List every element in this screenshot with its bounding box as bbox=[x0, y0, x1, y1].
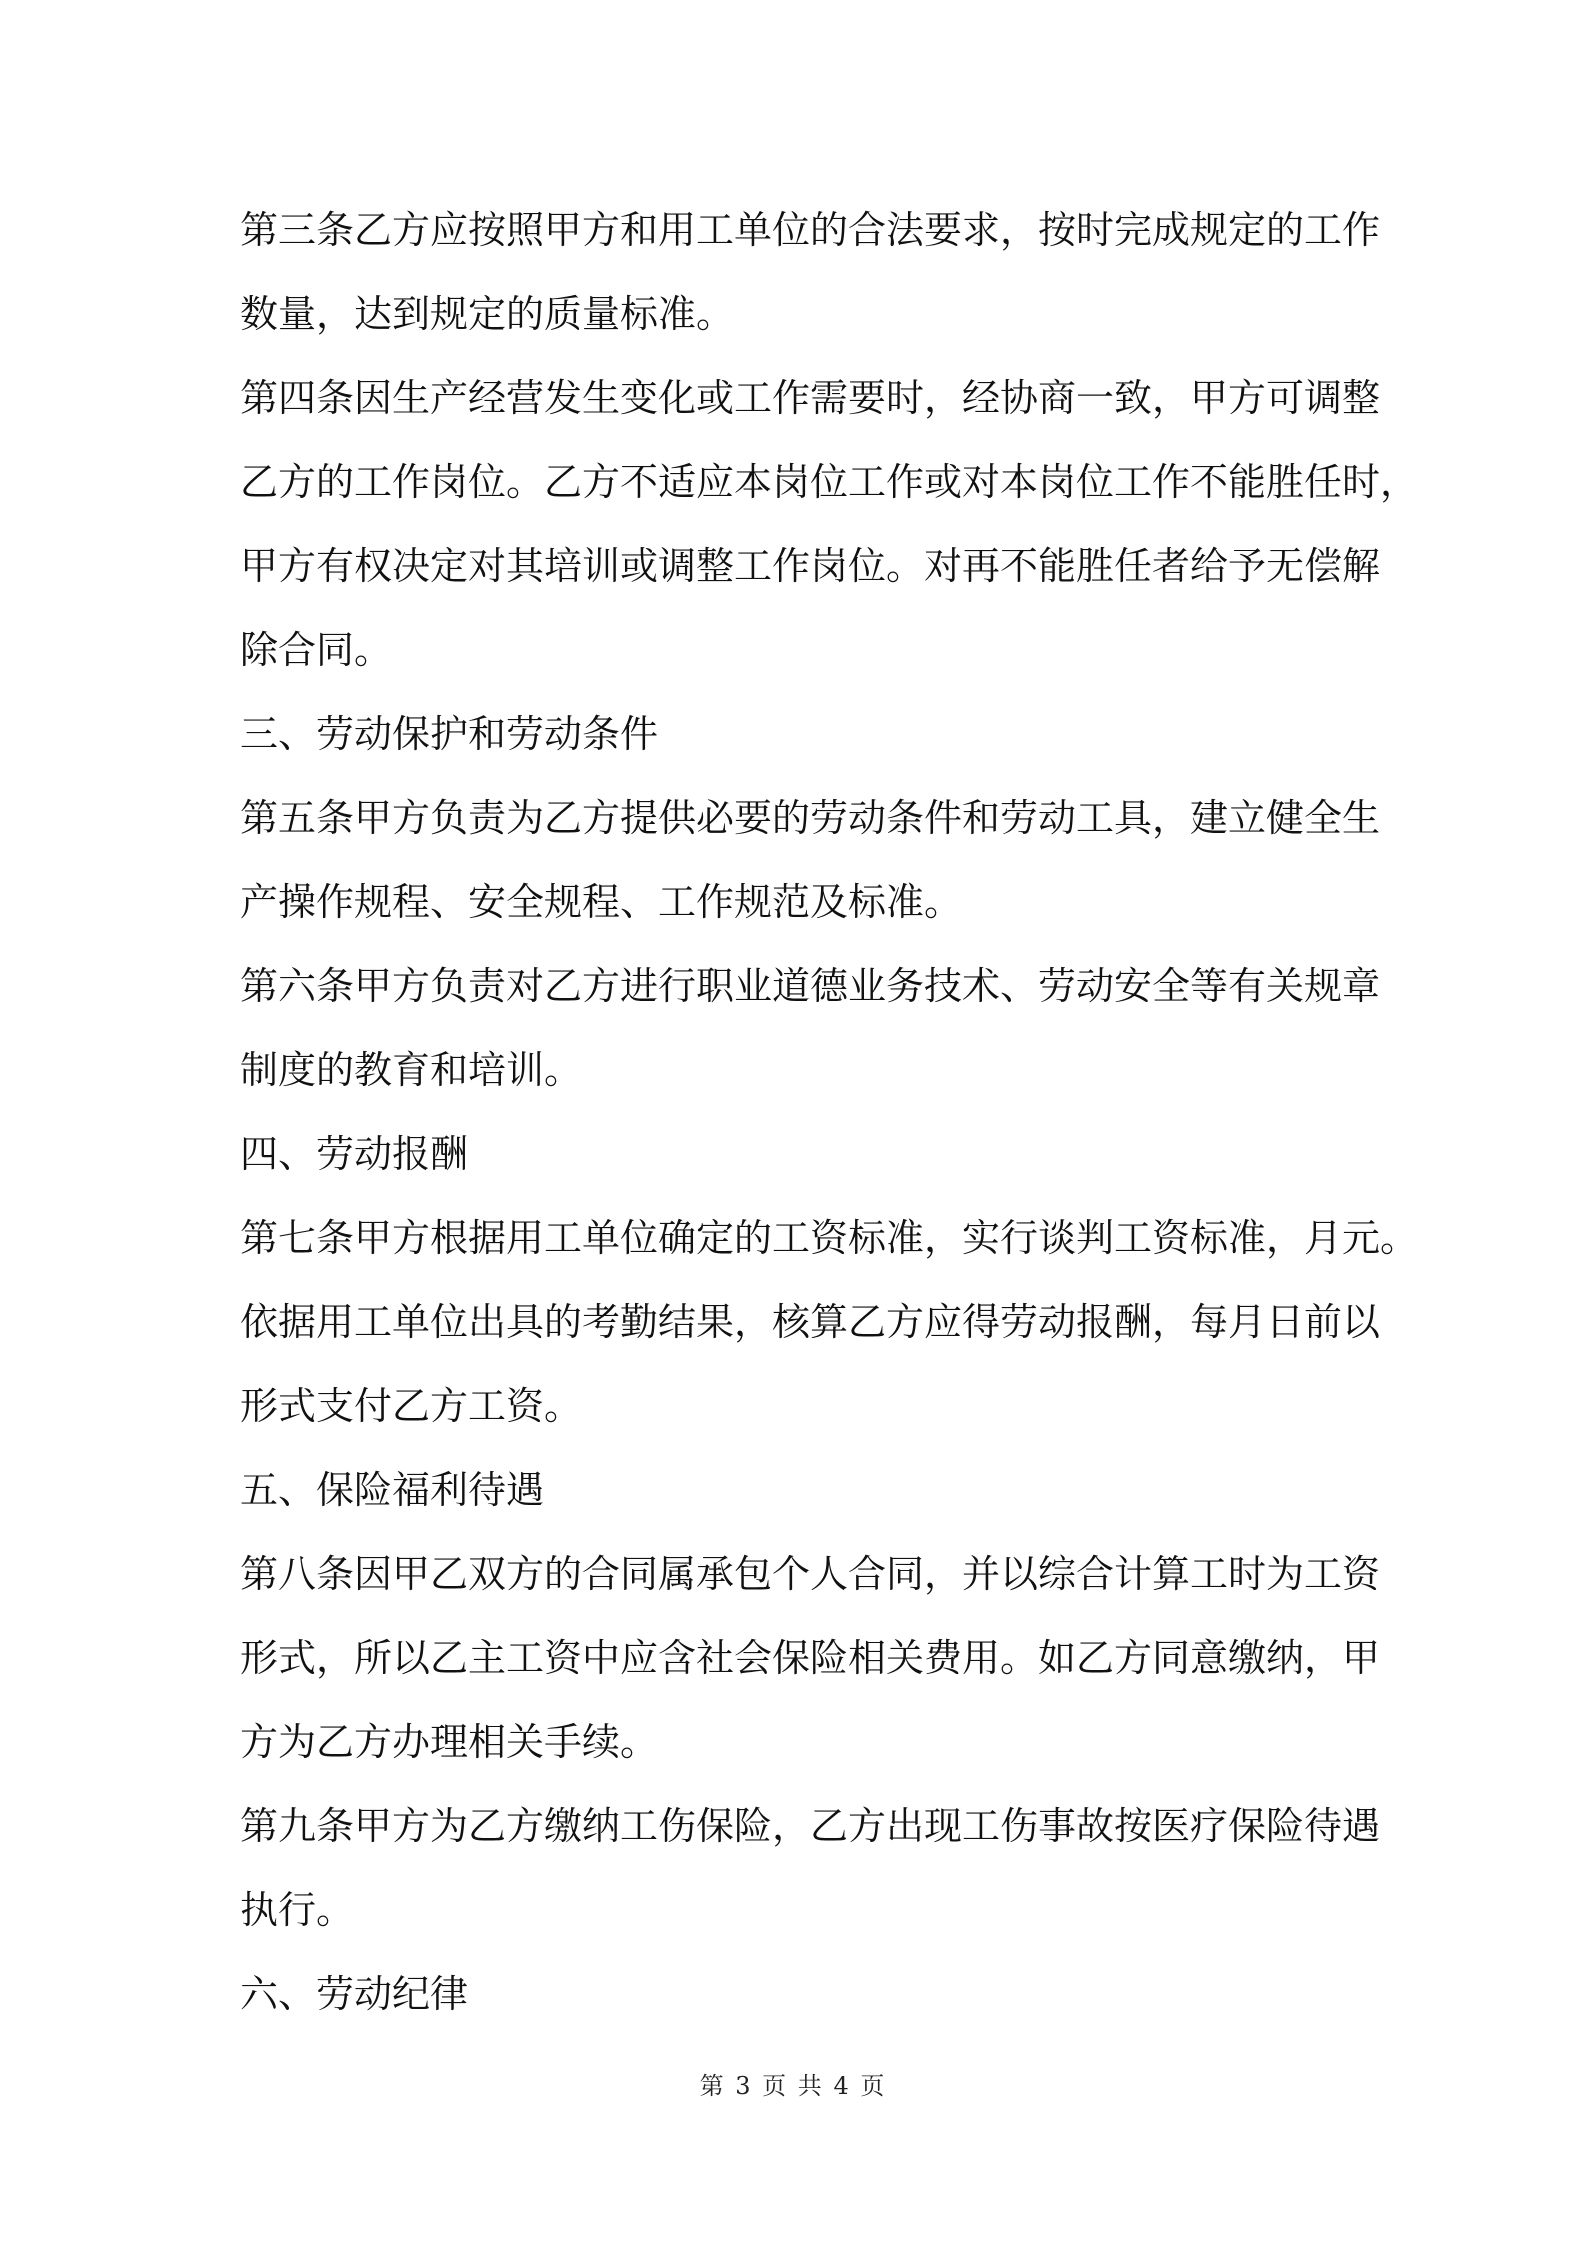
text-line: 第八条因甲乙双方的合同属承包个人合同，并以综合计算工时为工资 bbox=[240, 1552, 1381, 1596]
text-line: 第三条乙方应按照甲方和用工单位的合法要求，按时完成规定的工作 bbox=[240, 208, 1381, 252]
section-heading: 四、劳动报酬 bbox=[240, 1132, 469, 1176]
section-heading: 六、劳动纪律 bbox=[240, 1972, 469, 2016]
text-line: 第六条甲方负责对乙方进行职业道德业务技术、劳动安全等有关规章 bbox=[240, 964, 1381, 1008]
text-line: 制度的教育和培训。 bbox=[240, 1048, 583, 1092]
text-line: 乙方的工作岗位。乙方不适应本岗位工作或对本岗位工作不能胜任时， bbox=[240, 460, 1419, 504]
text-line: 甲方有权决定对其培训或调整工作岗位。对再不能胜任者给予无偿解 bbox=[240, 544, 1381, 588]
text-line: 产操作规程、安全规程、工作规范及标准。 bbox=[240, 880, 963, 924]
text-line: 除合同。 bbox=[240, 628, 393, 672]
document-body bbox=[240, 188, 1419, 2036]
text-line: 第四条因生产经营发生变化或工作需要时，经协商一致，甲方可调整 bbox=[240, 376, 1381, 420]
text-line: 形式支付乙方工资。 bbox=[240, 1384, 583, 1428]
text-line: 执行。 bbox=[240, 1888, 355, 1932]
text-line: 数量，达到规定的质量标准。 bbox=[240, 292, 735, 336]
page-number-footer: 第 3 页 共 4 页 bbox=[699, 2072, 887, 2100]
text-line: 第五条甲方负责为乙方提供必要的劳动条件和劳动工具，建立健全生 bbox=[240, 796, 1381, 840]
section-heading: 五、保险福利待遇 bbox=[240, 1468, 545, 1512]
text-line: 第七条甲方根据用工单位确定的工资标准，实行谈判工资标准，月元。 bbox=[240, 1216, 1419, 1260]
text-line: 方为乙方办理相关手续。 bbox=[240, 1720, 659, 1764]
text-line: 第九条甲方为乙方缴纳工伤保险，乙方出现工伤事故按医疗保险待遇 bbox=[240, 1804, 1381, 1848]
section-heading: 三、劳动保护和劳动条件 bbox=[240, 712, 659, 756]
text-line: 形式，所以乙主工资中应含社会保险相关费用。如乙方同意缴纳，甲 bbox=[240, 1636, 1381, 1680]
text-line: 依据用工单位出具的考勤结果，核算乙方应得劳动报酬，每月日前以 bbox=[240, 1300, 1381, 1344]
